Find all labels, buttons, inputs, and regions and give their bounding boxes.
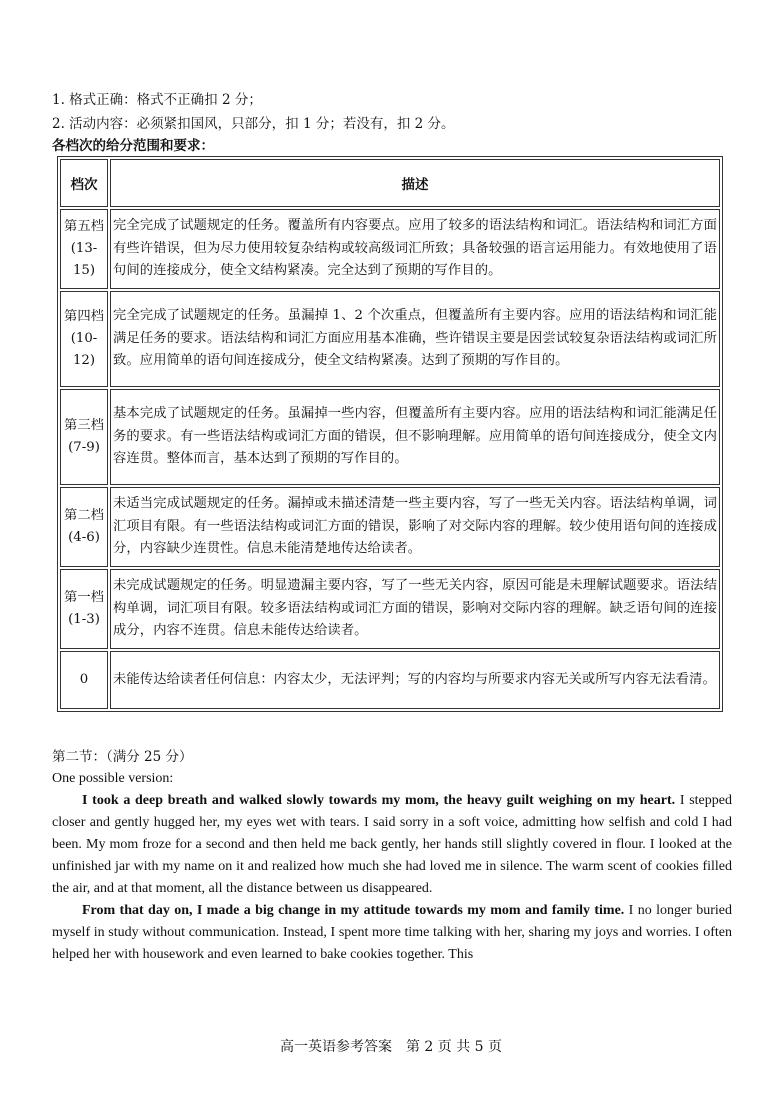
description-cell: 完全完成了试题规定的任务。虽漏掉 1、2 个次重点，但覆盖所有主要内容。应用的语法结构和词汇能满足任务的要求。语法结构和词汇方面应用基本准确，些许错误主要是因尝试较复杂语法结构或词汇所致。应用简单的语句间连接成分，使全文结构紧凑。达到了预期的写作目的。 [110, 291, 720, 387]
page-footer: 高一英语参考答案 第 2 页 共 5 页 [279, 1039, 503, 1055]
level-name: 第四档 [64, 309, 104, 324]
level-cell [60, 651, 108, 709]
level-range: (4-6) [68, 530, 100, 545]
table-row [60, 651, 720, 709]
table-row [60, 487, 720, 567]
level-range: (7-9) [68, 440, 100, 455]
note-content: 2. 活动内容：必须紧扣国风，只部分，扣 1 分；若没有，扣 2 分。 [52, 116, 455, 132]
version-intro: One possible version: [52, 771, 174, 786]
table-header-row [60, 159, 720, 207]
essay-paragraph-1 [52, 790, 732, 900]
description-cell: 完全完成了试题规定的任务。覆盖所有内容要点。应用了较多的语法结构和词汇。语法结构和词汇方面有些许错误，但为尽力使用较复杂结构或较高级词汇所致；具备较强的语言运用能力。有效地使用了语句间的连接成分，使全文结构紧凑。完全达到了预期的写作目的。 [110, 209, 720, 289]
level-cell [60, 209, 108, 289]
description-cell: 未适当完成试题规定的任务。漏掉或未描述清楚一些主要内容，写了一些无关内容。语法结构单调，词汇项目有限。有一些语法结构或词汇方面的错误，影响了对交际内容的理解。较少使用语句间的连接成分，内容缺少连贯性。信息未能清楚地传达给读者。 [110, 487, 720, 567]
paragraph-lead-sentence: I took a deep breath and walked slowly towards my mom, the heavy guilt weighing on my heart. [82, 793, 676, 808]
header-description: 描述 [110, 159, 720, 207]
level-cell [60, 389, 108, 485]
level-cell [60, 487, 108, 567]
level-range: (1-3) [68, 612, 100, 627]
level-name: 第一档 [64, 590, 104, 605]
level-name: 第五档 [64, 219, 104, 234]
table-row [60, 209, 720, 289]
table-row [60, 291, 720, 387]
section-title: 第二节：（满分 25 分） [52, 749, 193, 765]
level-range: (13-15) [70, 241, 98, 278]
table-row [60, 389, 720, 485]
header-level: 档次 [60, 159, 108, 207]
paragraph-body: I no longer buried myself in study without communication. Instead, I spent more time talking with her, sharing my joys and worries. I often helped her with housework and even learned to bake cookies together. This [52, 903, 732, 962]
description-cell: 未完成试题规定的任务。明显遗漏主要内容，写了一些无关内容，原因可能是未理解试题要求。语法结构单调，词汇项目有限。较多语法结构或词汇方面的错误，影响对交际内容的理解。缺乏语句间的连接成分，内容不连贯。信息未能传达给读者。 [110, 569, 720, 649]
description-cell: 未能传达给读者任何信息：内容太少，无法评判；写的内容均与所要求内容无关或所写内容无法看清。 [110, 651, 720, 709]
level-name: 第三档 [64, 418, 104, 433]
note-format: 1. 格式正确：格式不正确扣 2 分； [52, 92, 262, 108]
level-range: (10-12) [70, 331, 98, 368]
level-name: 0 [79, 672, 89, 687]
table-row [60, 569, 720, 649]
paragraph-lead-sentence: From that day on, I made a big change in my attitude towards my mom and family time. [82, 903, 625, 918]
description-cell: 基本完成了试题规定的任务。虽漏掉一些内容，但覆盖所有主要内容。应用的语法结构和词汇能满足任务的要求。有一些语法结构或词汇方面的错误，但不影响理解。应用简单的语句间连接成分，使全文内容连贯。整体而言，基本达到了预期的写作目的。 [110, 389, 720, 485]
sample-essay-section [52, 746, 732, 966]
paragraph-body: I stepped closer and gently hugged her, my eyes wet with tears. I said sorry in a soft voice, admitting how selfish and cold I had been. My mom froze for a second and then held me back gently, her hands still slightly covered in flour. I looked at the unfinished jar with my name on it and realized how much she had loved me in silence. The warm scent of cookies filled the air, and at that moment, all the distance between us disappeared. [52, 793, 732, 896]
level-cell [60, 291, 108, 387]
rubric-heading: 各档次的给分范围和要求： [52, 138, 214, 154]
essay-paragraph-2 [52, 900, 732, 966]
level-cell [60, 569, 108, 649]
rubric-table [57, 156, 723, 712]
level-name: 第二档 [64, 508, 104, 523]
